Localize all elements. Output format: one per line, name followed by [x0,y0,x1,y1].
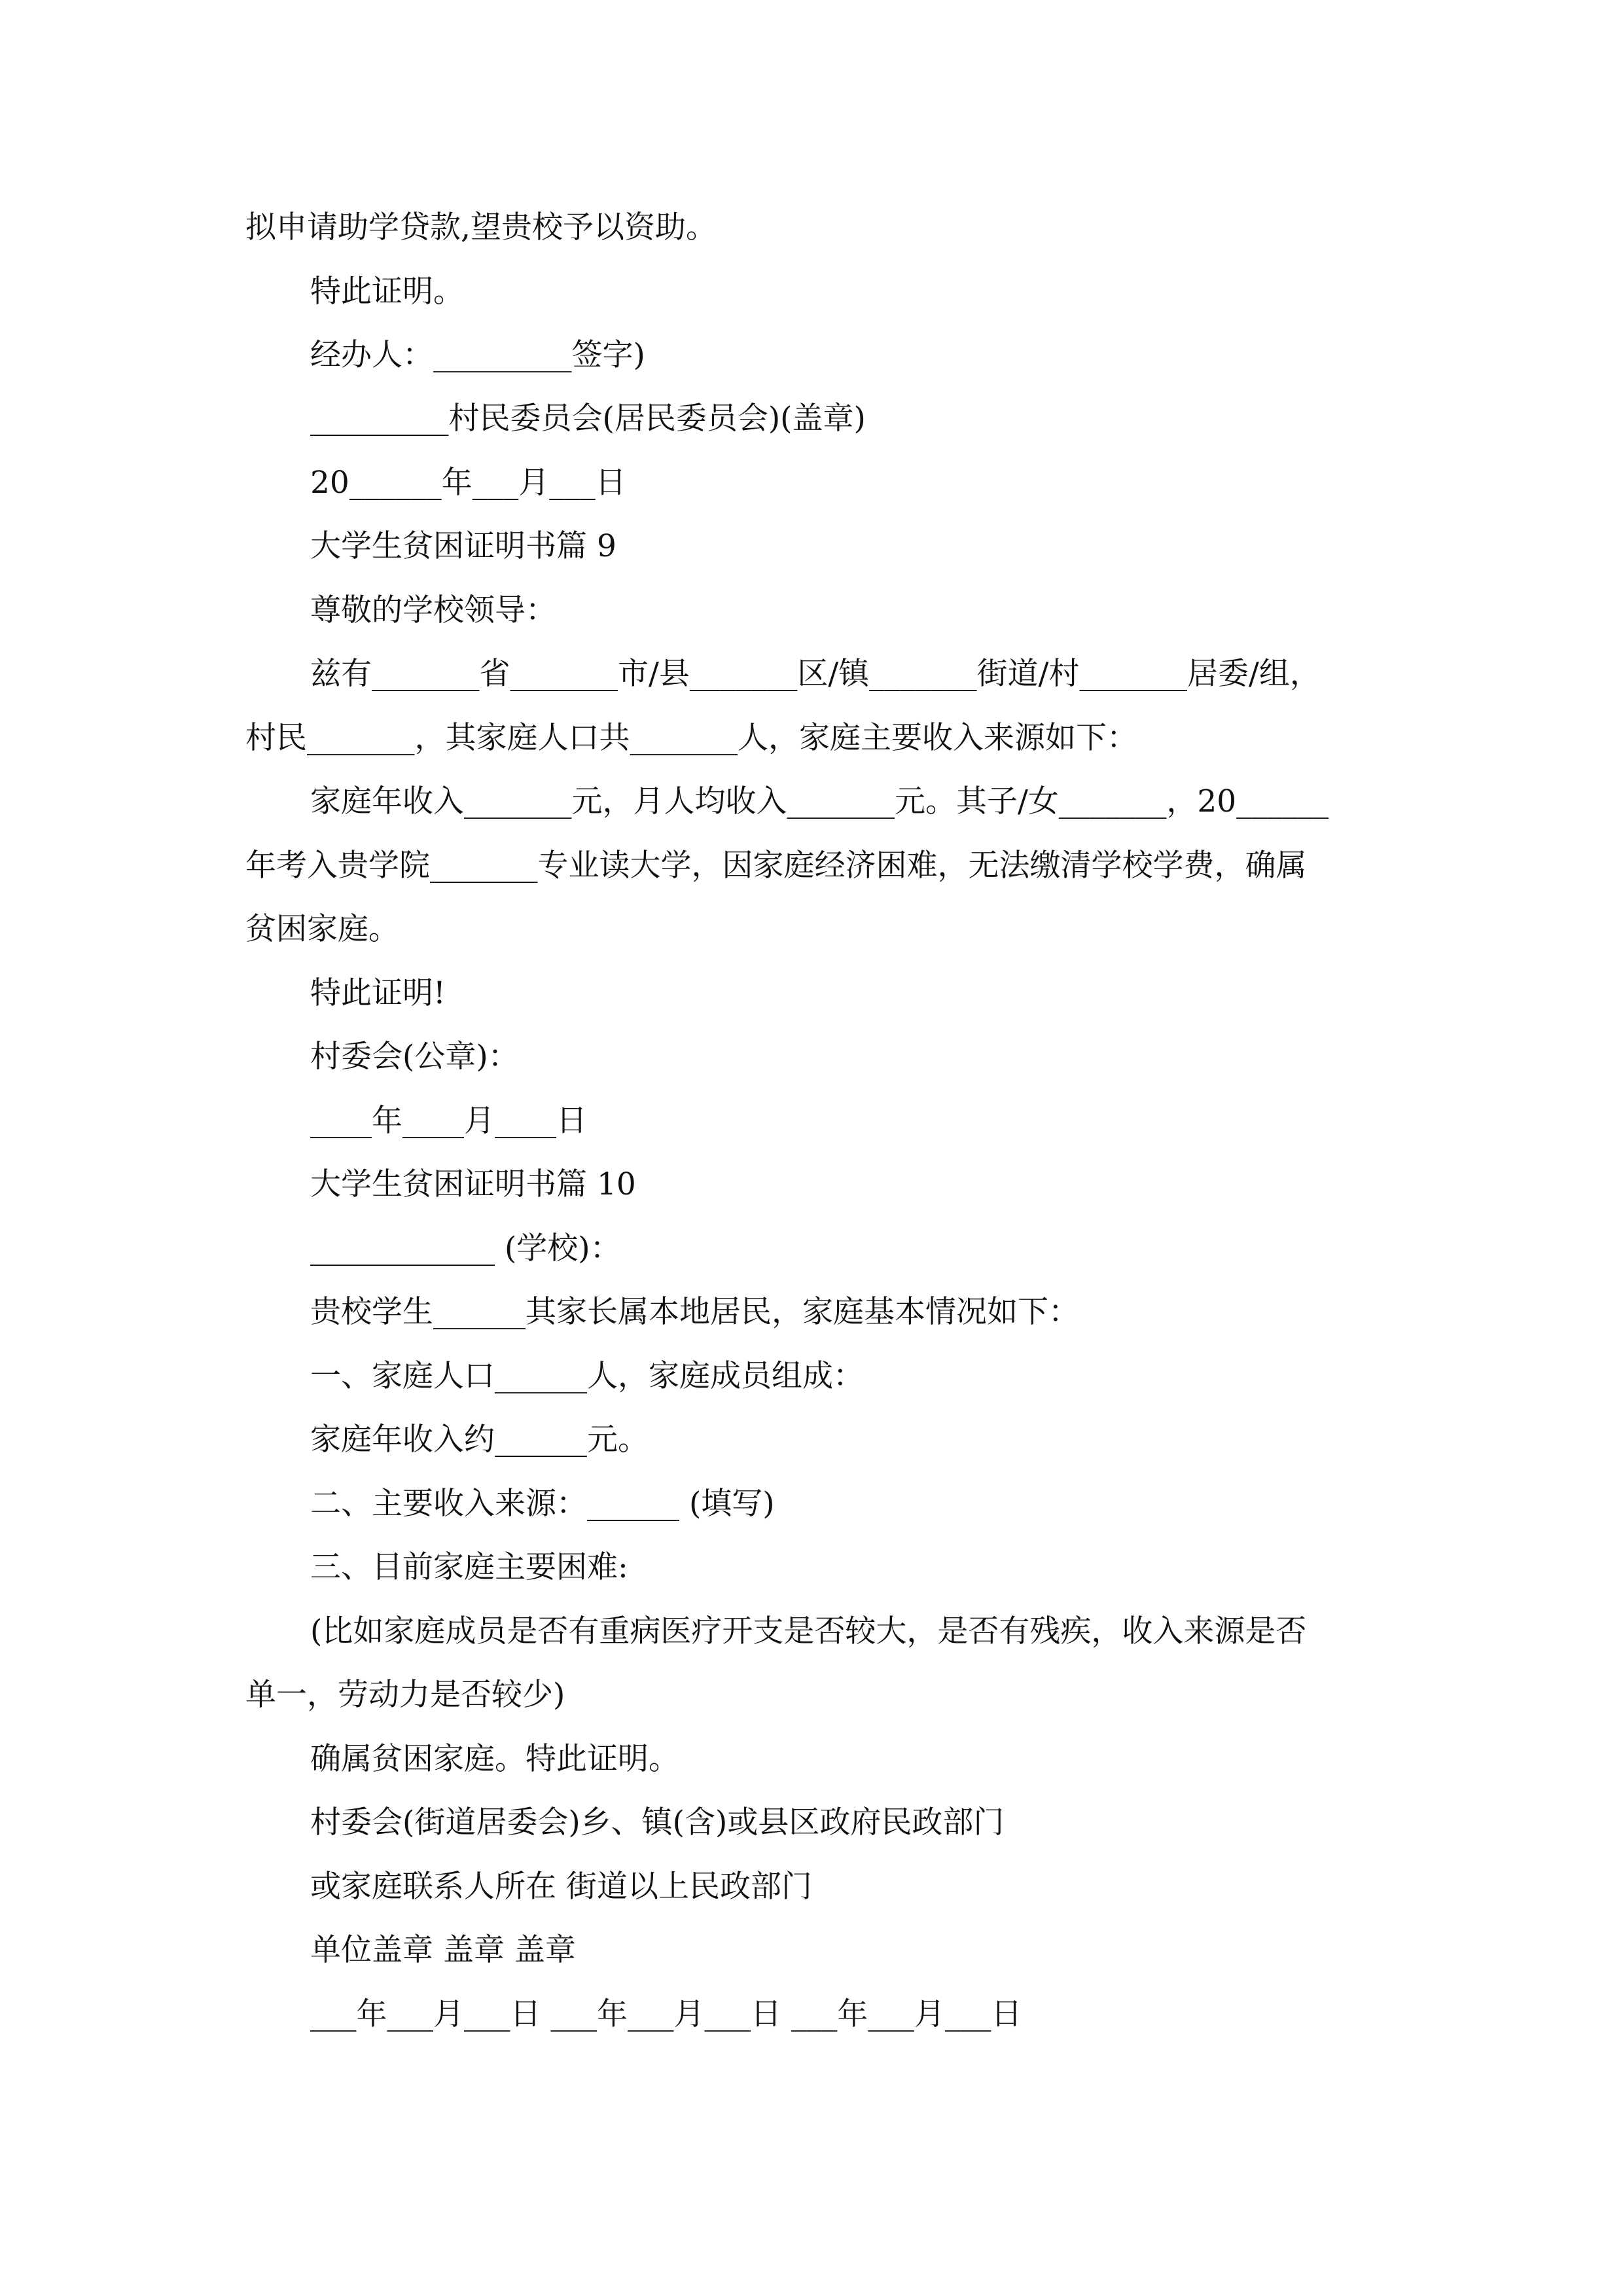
text-line: 贫困家庭。 [245,911,399,947]
text-line: 尊敬的学校领导： [310,592,556,628]
text-line: 年考入贵学院_______专业读大学，因家庭经济困难，无法缴清学校学费，确属 [245,848,1307,884]
text-line: 村委会(街道居委会)乡、镇(含)或县区政府民政部门 [310,1804,1005,1840]
text-line: 村委会(公章)： [310,1039,519,1075]
text-line: (比如家庭成员是否有重病医疗开支是否较大，是否有残疾，收入来源是否 [310,1613,1307,1649]
text-line: _________村民委员会(居民委员会)(盖章) [310,401,866,437]
text-line: 经办人：_________签字) [310,337,645,373]
text-line: ____年____月____日 [310,1103,587,1139]
text-line: 拟申请助学贷款,望贵校予以资助。 [245,209,717,245]
text-line: 20______年___月___日 [310,465,626,501]
text-line: 二、主要收入来源：______ (填写) [310,1486,775,1522]
text-line: 家庭年收入约______元。 [310,1422,649,1458]
text-line: 确属贫困家庭。特此证明。 [310,1741,679,1777]
text-line: 村民_______，其家庭人口共_______人，家庭主要收入来源如下： [245,720,1137,756]
text-line: 一、家庭人口______人，家庭成员组成： [310,1358,864,1394]
text-line: ___年___月___日 ___年___月___日 ___年___月___日 [310,1996,1022,2032]
section-title: 大学生贫困证明书篇 10 [310,1166,636,1202]
text-line: ____________ (学校)： [310,1230,621,1266]
text-line: 三、目前家庭主要困难: [310,1549,628,1585]
text-line: 家庭年收入_______元，月人均收入_______元。其子/女_______，20______ [310,783,1329,819]
text-line: 特此证明! [310,975,446,1011]
text-line: 单位盖章 盖章 盖章 [310,1932,576,1968]
text-line: 单一，劳动力是否较少) [245,1677,565,1713]
text-line: 特此证明。 [310,274,464,310]
text-line: 兹有_______省_______市/县_______区/镇_______街道/村_______居委/组， [310,656,1321,692]
text-line: 或家庭联系人所在 街道以上民政部门 [310,1869,812,1905]
section-title: 大学生贫困证明书篇 9 [310,528,616,564]
text-line: 贵校学生______其家长属本地居民，家庭基本情况如下： [310,1294,1079,1330]
